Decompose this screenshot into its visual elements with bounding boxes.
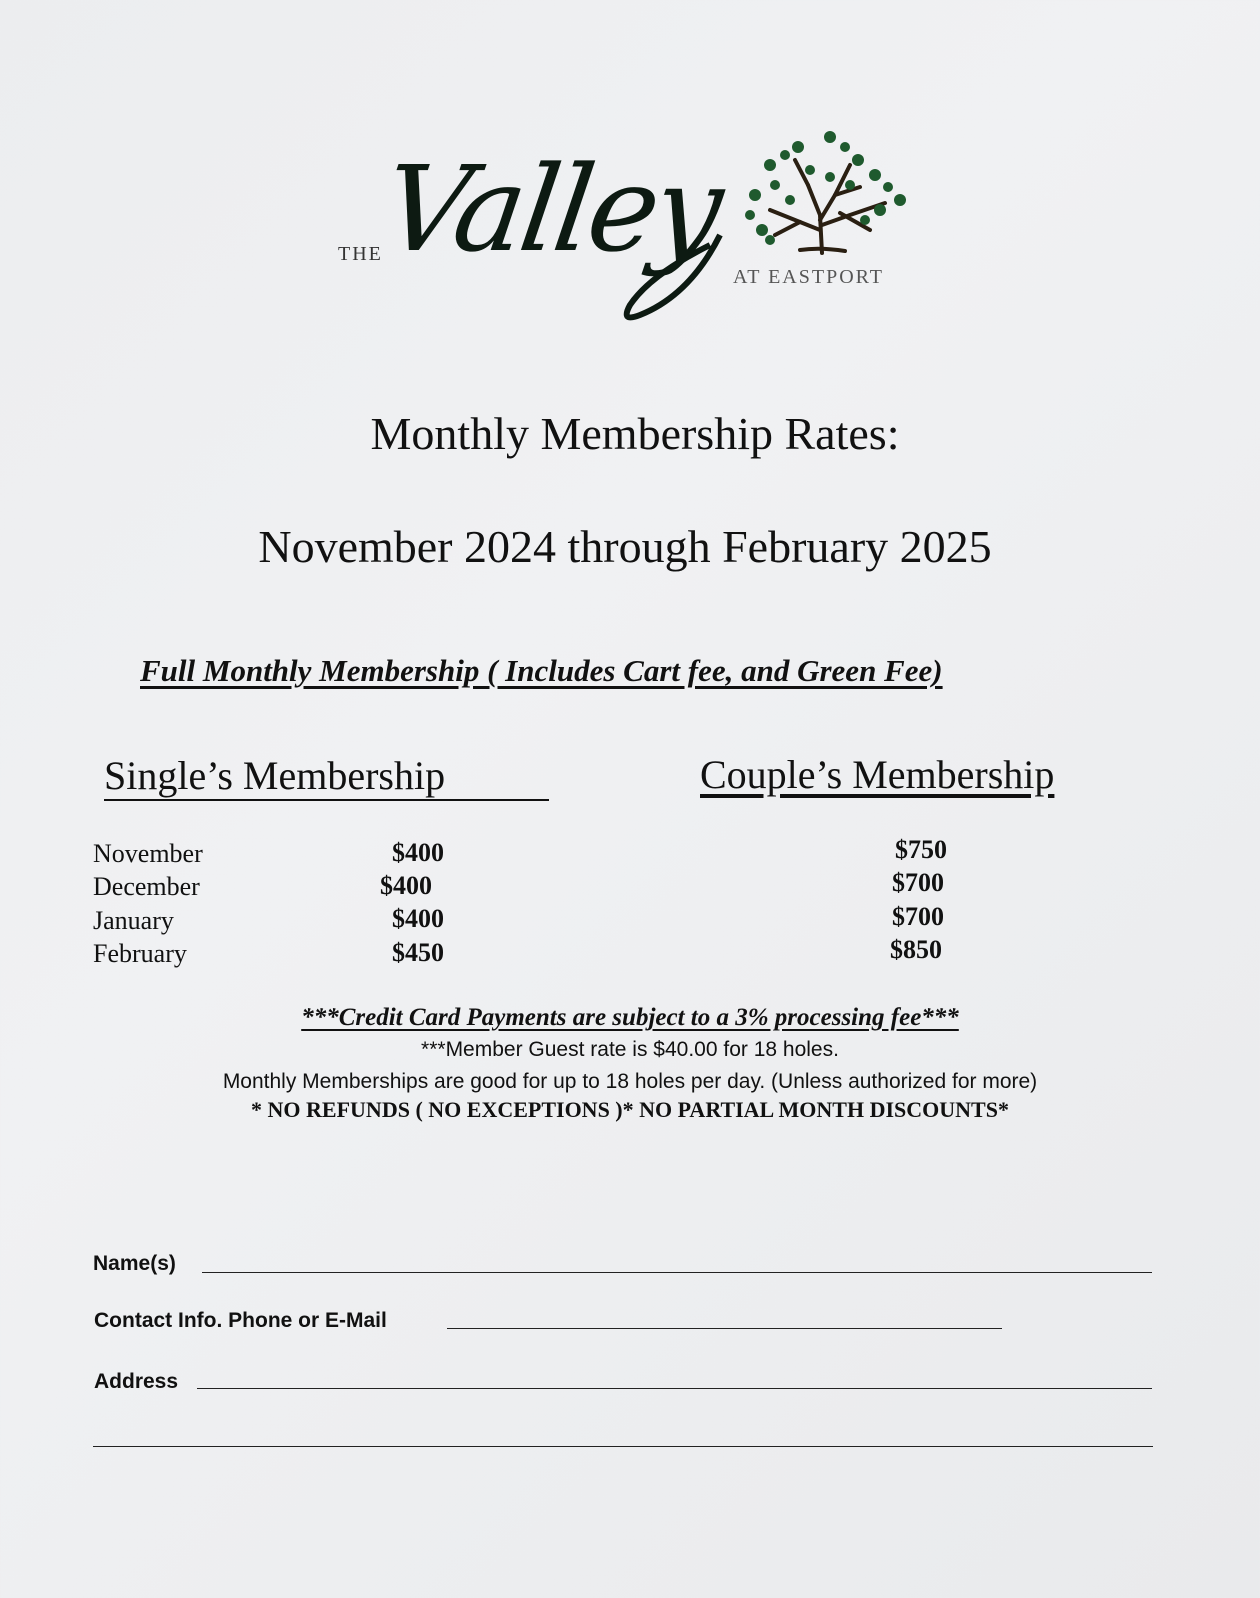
logo-eastport-text: AT EASTPORT <box>733 266 885 288</box>
rate-month: February <box>93 939 187 968</box>
rate-month: November <box>93 839 203 868</box>
rate-month: January <box>93 906 174 935</box>
address-field-line-2[interactable] <box>93 1446 1153 1447</box>
address-label: Address <box>94 1370 179 1393</box>
couples-membership-header: Couple’s Membership <box>700 752 1055 797</box>
logo-the-text: THE <box>338 243 383 265</box>
rate-month: December <box>93 872 200 901</box>
refund-policy: * NO REFUNDS ( NO EXCEPTIONS )* NO PARTIAL MONTH DISCOUNTS* <box>251 1097 1009 1122</box>
contact-field[interactable] <box>447 1328 1002 1329</box>
couple-price: $700 <box>892 902 944 931</box>
logo-valley-script: Valley <box>375 140 728 278</box>
single-price: $400 <box>392 838 444 867</box>
daily-limit-note: Monthly Memberships are good for up to 18 holes per day. (Unless authorized for more) <box>222 1070 1038 1093</box>
credit-card-notice: ***Credit Card Payments are subject to a 3% processing fee*** <box>301 1004 959 1031</box>
address-field[interactable] <box>197 1388 1152 1389</box>
names-field[interactable] <box>202 1272 1152 1273</box>
contact-label: Contact Info. Phone or E-Mail <box>94 1309 387 1332</box>
full-membership-heading: Full Monthly Membership ( Includes Cart fee, and Green Fee) <box>140 653 943 688</box>
couple-price: $750 <box>895 835 947 864</box>
couple-price: $850 <box>890 935 942 964</box>
names-label: Name(s) <box>93 1252 176 1275</box>
single-price: $400 <box>392 904 444 933</box>
guest-rate-note: ***Member Guest rate is $40.00 for 18 holes. <box>421 1038 839 1061</box>
page-title: Monthly Membership Rates: <box>370 408 900 459</box>
single-price: $450 <box>392 938 444 967</box>
couple-price: $700 <box>892 868 944 897</box>
single-price: $400 <box>380 871 432 900</box>
rate-period: November 2024 through February 2025 <box>258 521 992 572</box>
singles-membership-header: Single’s Membership <box>104 753 549 801</box>
